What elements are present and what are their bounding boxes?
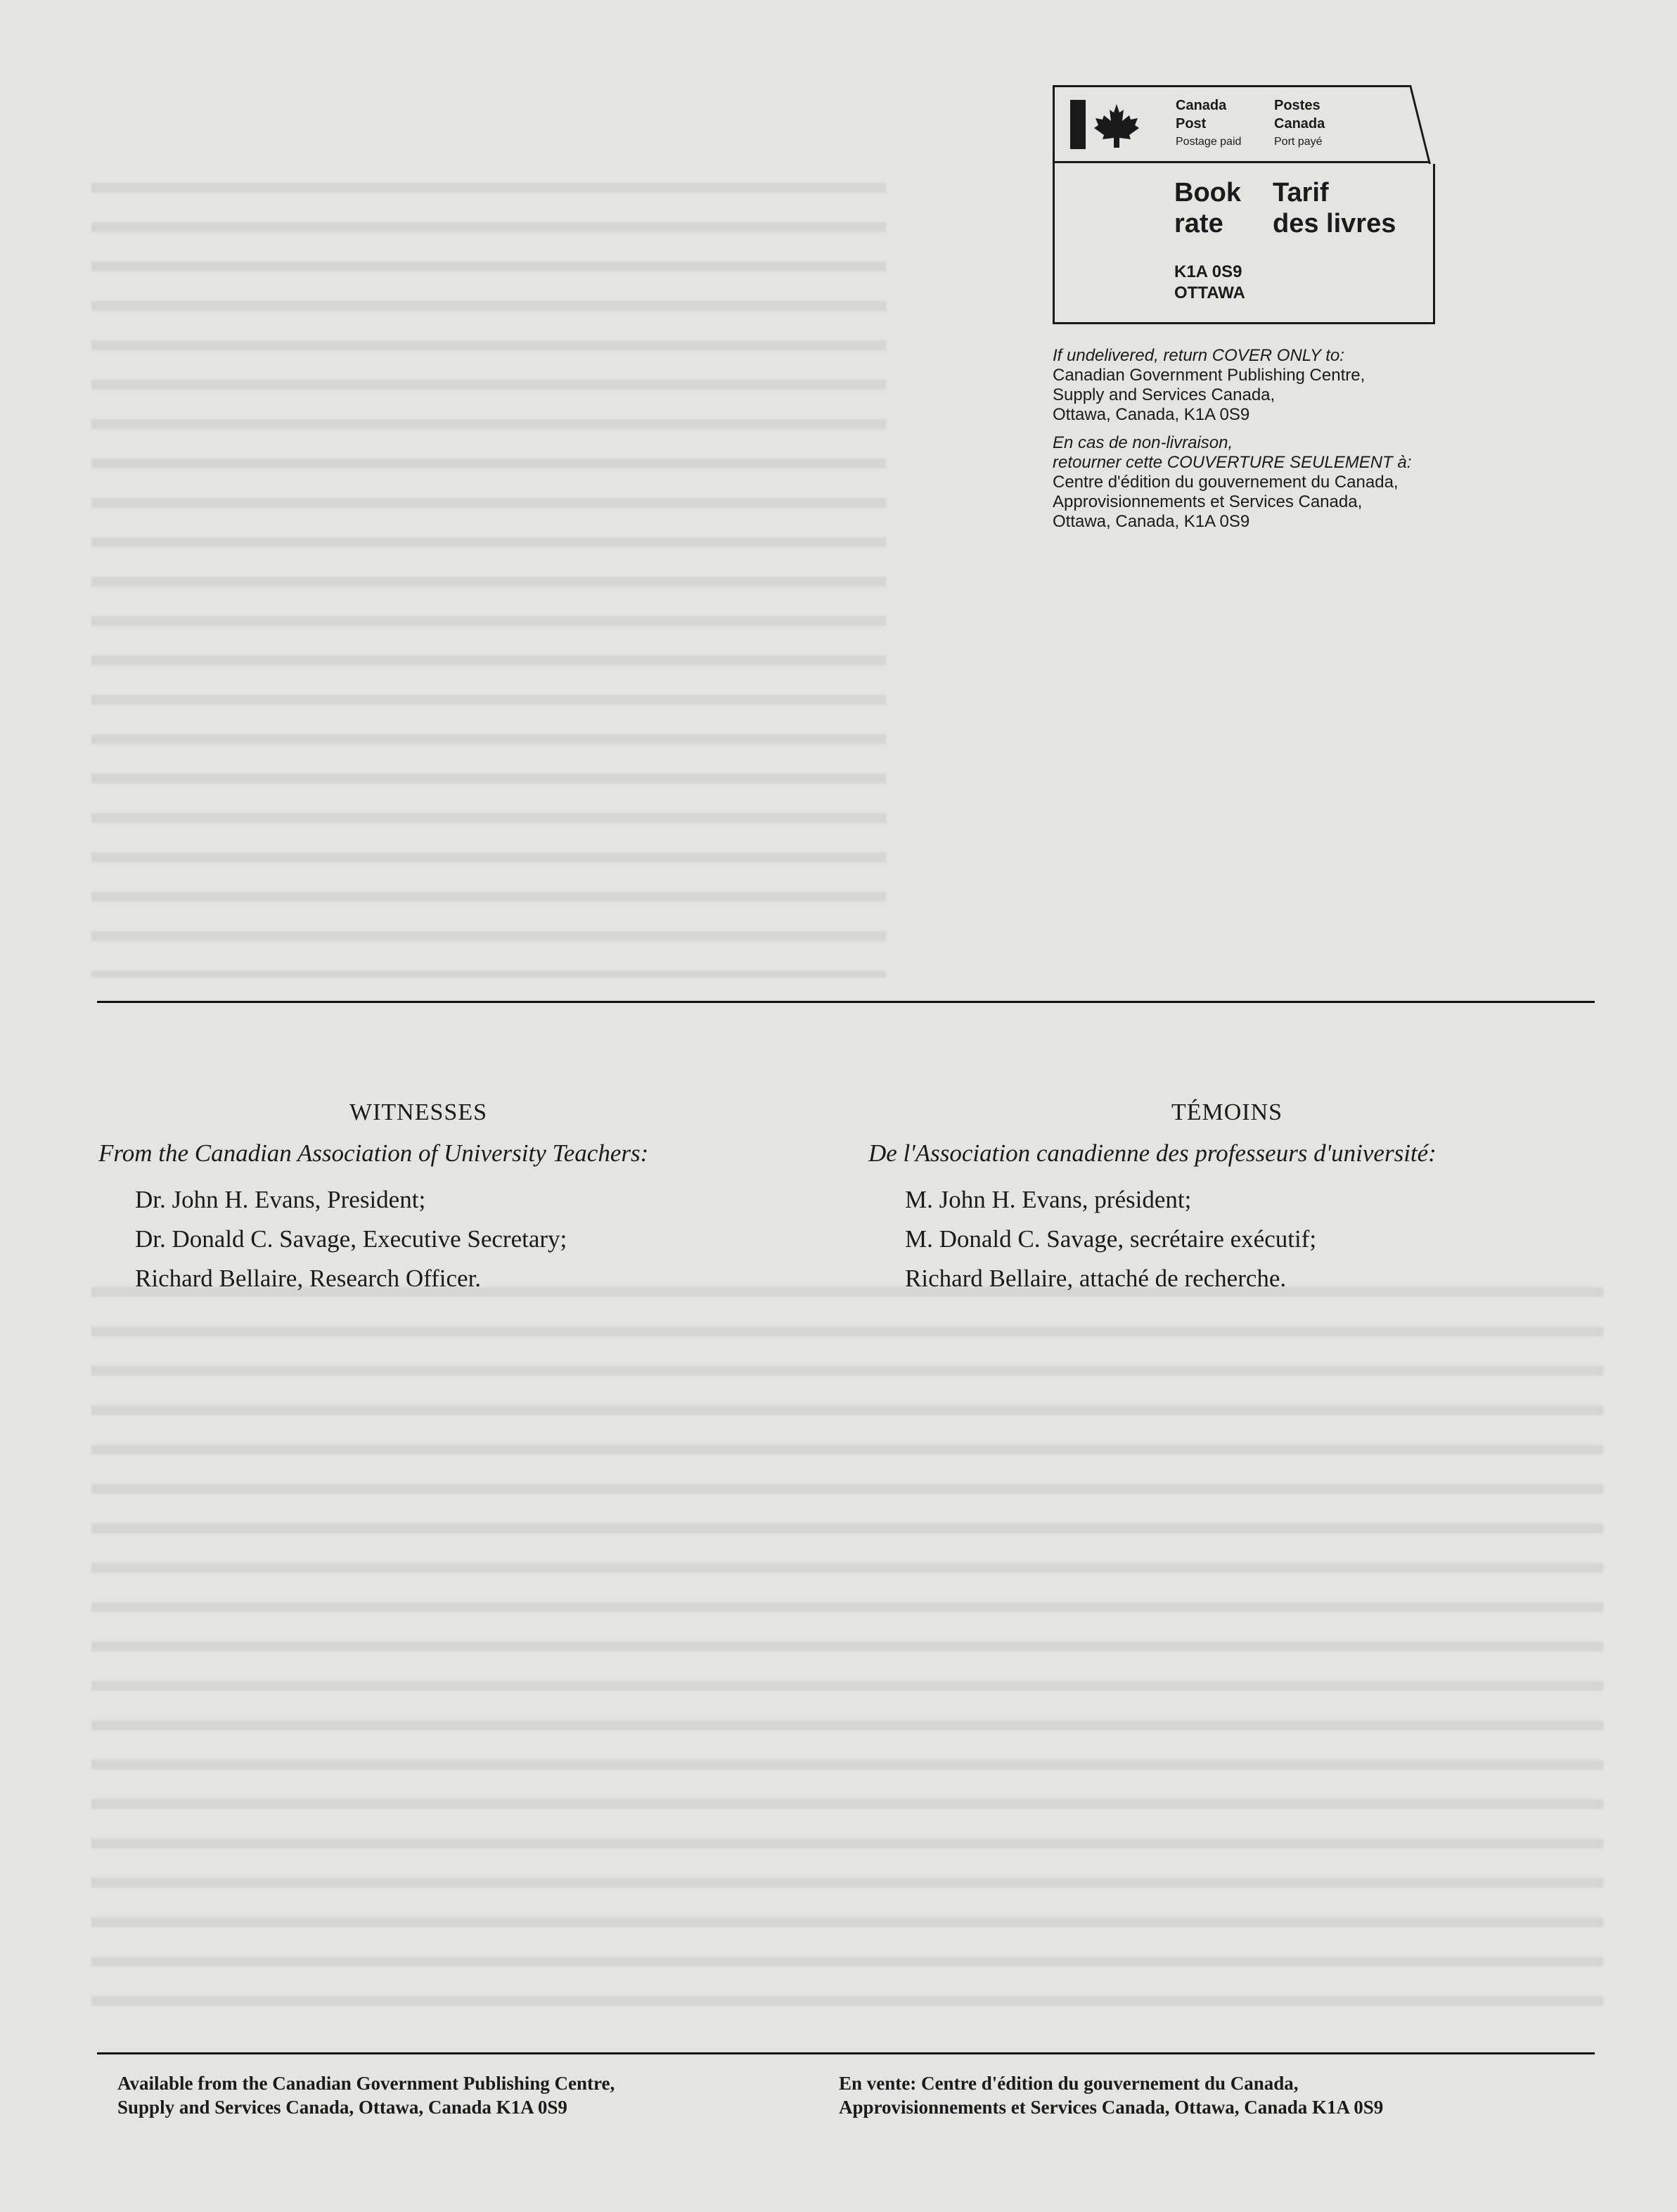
stamp-postal-code — [1174, 262, 1245, 304]
return-line: Supply and Services Canada, — [1053, 385, 1276, 404]
witnesses-heading: WITNESSES — [349, 1099, 487, 1125]
postage-labels — [1176, 97, 1344, 151]
postal-code: K1A 0S9 — [1174, 262, 1242, 281]
return-line: Ottawa, Canada, K1A 0S9 — [1053, 512, 1250, 531]
post-en-label: Post — [1176, 116, 1207, 132]
return-address-en — [1053, 346, 1503, 425]
postes-fr-label: Postes — [1274, 98, 1321, 113]
witness-entry-fr: M. Donald C. Savage, secrétaire exécutif; — [905, 1225, 1317, 1253]
postage-paid-box — [1053, 85, 1435, 324]
book-rate-labels — [1174, 177, 1406, 239]
canada-post-flag-logo — [1070, 100, 1148, 149]
return-address — [1053, 346, 1503, 540]
canada-en-label: Canada — [1176, 98, 1227, 113]
return-intro-fr-2: retourner cette COUVERTURE SEULEMENT à: — [1053, 453, 1412, 472]
witnesses-english — [98, 1097, 830, 1298]
witness-entry: Dr. John H. Evans, President; — [135, 1186, 426, 1213]
postage-paid-fr-label: Port payé — [1274, 136, 1323, 148]
footer-line: Supply and Services Canada, Ottawa, Canada K1A 0S9 — [117, 2097, 567, 2118]
postage-paid-en-label: Postage paid — [1176, 136, 1242, 148]
des-livres-label: des livres — [1273, 209, 1396, 238]
organization-name: From the Canadian Association of University Teachers: — [98, 1139, 649, 1167]
temoins-heading: TÉMOINS — [1171, 1099, 1283, 1125]
witness-entry: Richard Bellaire, Research Officer. — [135, 1265, 482, 1292]
footer-availability-en — [117, 2071, 821, 2119]
footer-divider — [97, 2052, 1595, 2054]
footer-line: Available from the Canadian Government Publishing Centre, — [117, 2073, 615, 2094]
footer-line: Approvisionnements et Services Canada, Ottawa, Canada K1A 0S9 — [839, 2097, 1384, 2118]
return-line: Ottawa, Canada, K1A 0S9 — [1053, 405, 1250, 424]
tarif-label: Tarif — [1273, 178, 1329, 207]
footer-line: En vente: Centre d'édition du gouvernement du Canada, — [839, 2073, 1299, 2094]
rate-label: rate — [1174, 209, 1223, 238]
canada-fr-label: Canada — [1274, 116, 1325, 132]
postal-city: OTTAWA — [1174, 283, 1245, 302]
book-label: Book — [1174, 178, 1241, 207]
return-line: Approvisionnements et Services Canada, — [1053, 492, 1363, 511]
return-intro-en: If undelivered, return COVER ONLY to: — [1053, 346, 1344, 365]
bleed-through-text-bottom — [91, 1287, 1603, 2019]
footer-availability-fr — [839, 2071, 1598, 2119]
return-address-fr — [1053, 433, 1503, 532]
witness-entry-fr: M. John H. Evans, président; — [905, 1186, 1192, 1213]
witness-entry: Dr. Donald C. Savage, Executive Secretary; — [135, 1225, 567, 1253]
return-line: Centre d'édition du gouvernement du Canada, — [1053, 473, 1399, 492]
bleed-through-text-left — [91, 183, 886, 978]
return-intro-fr-1: En cas de non-livraison, — [1053, 433, 1233, 452]
return-line: Canadian Government Publishing Centre, — [1053, 366, 1366, 385]
witnesses-french — [868, 1097, 1614, 1298]
organization-name-fr: De l'Association canadienne des professeurs d'université: — [868, 1139, 1437, 1167]
section-divider — [97, 1001, 1595, 1003]
postage-header — [1055, 87, 1433, 163]
witness-entry-fr: Richard Bellaire, attaché de recherche. — [905, 1265, 1287, 1292]
